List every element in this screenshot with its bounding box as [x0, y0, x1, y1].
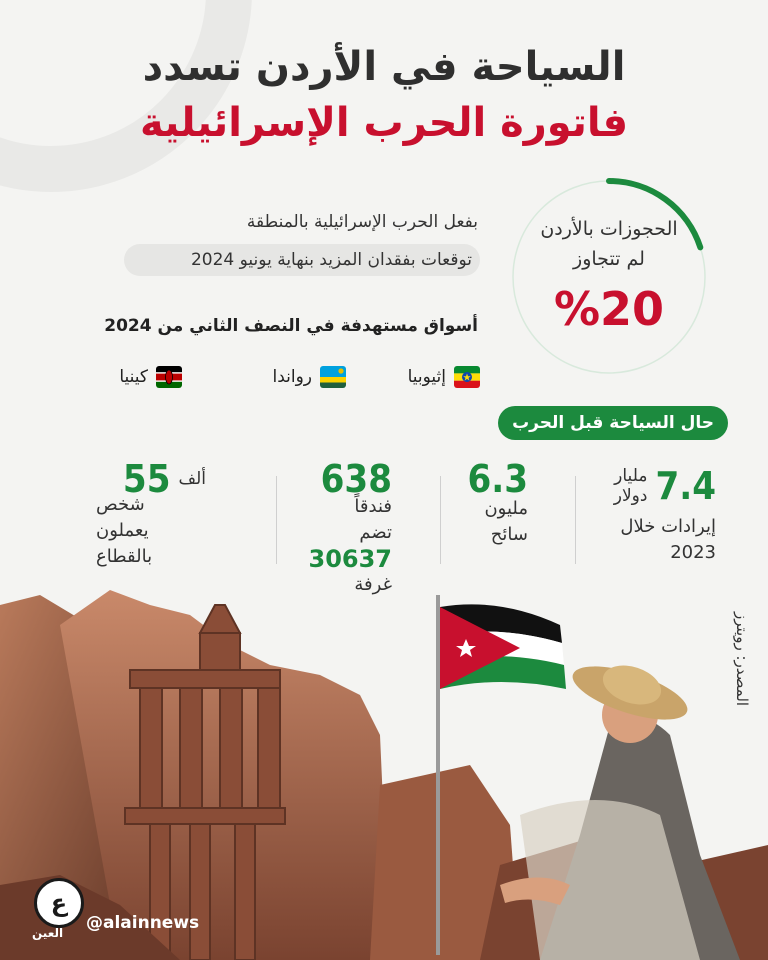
- stat-revenue-desc-2: 2023: [670, 542, 716, 563]
- ethiopia-flag-icon: [454, 366, 480, 388]
- stat-divider: [276, 476, 277, 564]
- stat-revenue-unit-1: مليار: [614, 466, 648, 486]
- stat-hotels-rooms-value: 30637: [308, 545, 392, 573]
- decorative-circle: [0, 0, 252, 192]
- source-credit: المصدر: رويترز: [733, 612, 751, 707]
- bookings-progress-ring: [510, 178, 708, 376]
- social-handle: @alainnews: [86, 913, 200, 933]
- context-forecast-pill: توقعات بفقدان المزيد بنهاية يونيو 2024: [124, 244, 480, 276]
- stat-hotels: [302, 457, 392, 598]
- stat-workers-unit: ألف: [178, 469, 206, 489]
- bookings-percent: %20: [553, 282, 665, 336]
- stat-workers-desc-3: بالقطاع: [96, 546, 153, 567]
- stat-hotels-value: 638: [320, 457, 392, 501]
- markets-heading: أسواق مستهدفة في النصف الثاني من 2024: [104, 316, 478, 336]
- country-ethiopia: [408, 366, 480, 388]
- headline-line-2: فاتورة الحرب الإسرائيلية: [139, 100, 629, 146]
- stat-revenue-value: 7.4: [655, 464, 716, 508]
- stat-workers-desc-1: شخص: [96, 494, 145, 515]
- al-ain-logo-name: العين: [32, 926, 64, 940]
- rwanda-flag-icon: [320, 366, 346, 388]
- bookings-label-line-1: الحجوزات بالأردن: [540, 218, 678, 240]
- stat-divider: [575, 476, 576, 564]
- stat-workers-desc-2: يعملون: [96, 520, 149, 541]
- context-line-1: بفعل الحرب الإسرائيلية بالمنطقة: [246, 212, 478, 232]
- al-ain-logo: ع: [34, 878, 84, 928]
- stat-hotels-rooms-label: تضم: [359, 522, 392, 543]
- headline-line-1: السياحة في الأردن تسدد: [142, 44, 626, 90]
- stat-revenue-unit-2: دولار: [613, 486, 648, 506]
- bookings-label: [520, 214, 698, 274]
- bookings-label-line-2: لم تتجاوز: [573, 248, 645, 270]
- country-kenya-label: كينيا: [119, 367, 148, 387]
- country-kenya: [119, 366, 182, 388]
- stat-workers-value: 55: [122, 457, 171, 501]
- kenya-flag-icon: [156, 366, 182, 388]
- stat-revenue-desc-1: إيرادات خلال: [620, 516, 716, 537]
- stat-revenue: [556, 466, 716, 566]
- prewar-heading-badge: حال السياحة قبل الحرب: [498, 406, 728, 440]
- stat-hotels-unit: فندقاً: [354, 496, 392, 517]
- stat-tourists: [438, 457, 528, 548]
- petra-scene-illustration: [0, 585, 768, 960]
- stat-tourists-value: 6.3: [467, 457, 528, 501]
- country-rwanda-label: رواندا: [272, 367, 312, 387]
- stat-divider: [440, 476, 441, 564]
- stat-tourists-unit-1: مليون: [484, 498, 528, 519]
- stat-workers: [96, 457, 206, 570]
- stat-hotels-rooms-unit: غرفة: [354, 574, 392, 595]
- country-ethiopia-label: إثيوبيا: [407, 367, 446, 387]
- stat-tourists-unit-2: سائح: [490, 524, 528, 545]
- country-rwanda: [272, 366, 346, 388]
